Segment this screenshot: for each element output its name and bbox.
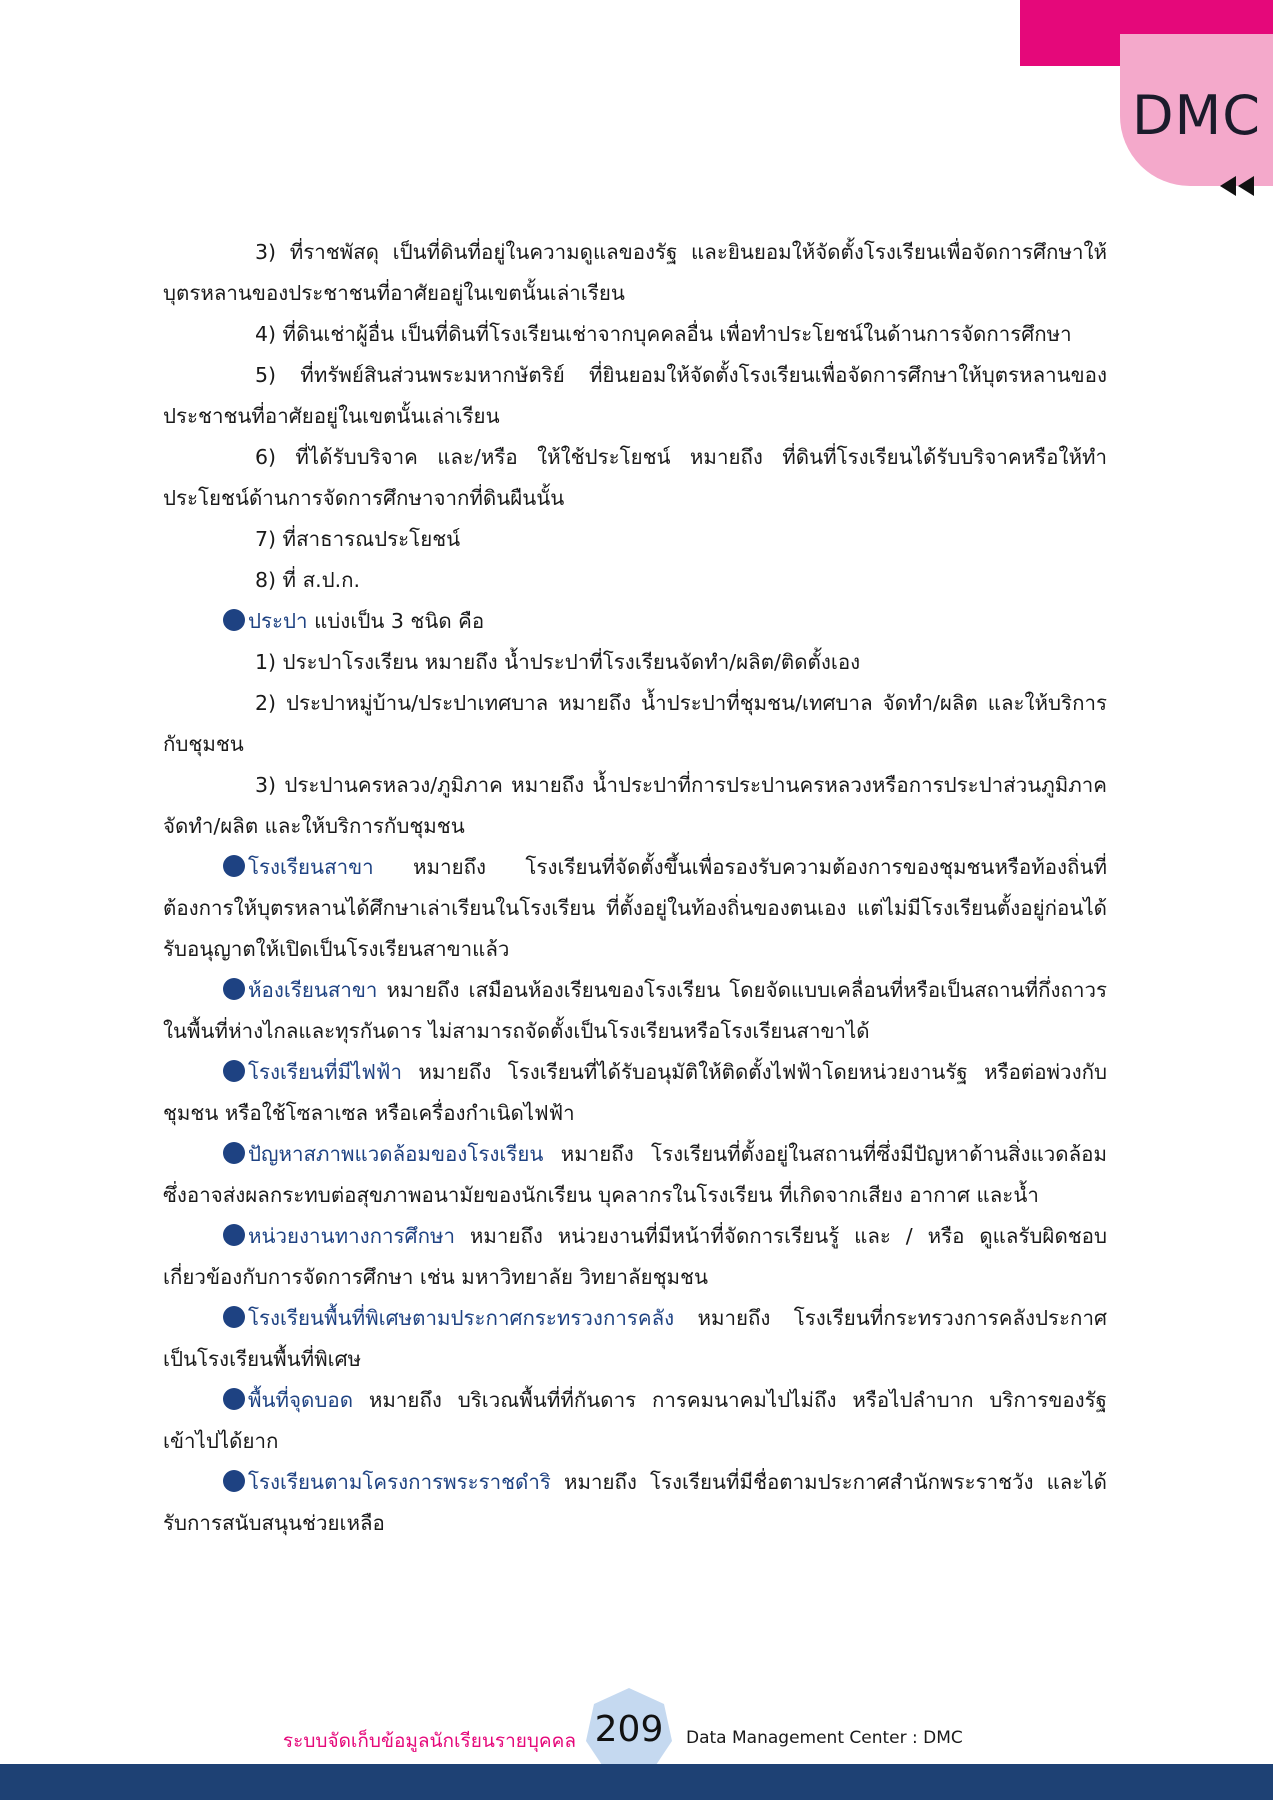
numbered-paragraph: [163, 683, 1107, 765]
definition-paragraph: [163, 970, 1107, 1052]
paragraph-text: แบ่งเป็น 3 ชนิด คือ: [307, 609, 485, 633]
bullet-icon: [223, 855, 245, 877]
rewind-icon: [1218, 176, 1258, 196]
bullet-icon: [223, 978, 245, 1000]
defined-term: โรงเรียนที่มีไฟฟ้า: [248, 1060, 402, 1084]
definition-paragraph: [163, 1462, 1107, 1544]
bullet-icon: [223, 1388, 245, 1410]
numbered-paragraph: [163, 314, 1107, 355]
document-body: [163, 232, 1107, 1544]
definition-paragraph: [163, 1380, 1107, 1462]
numbered-paragraph: [163, 437, 1107, 519]
paragraph-text: หมายถึง โรงเรียนที่มีชื่อตามประกาศสำนักพระราชวัง และได้รับการสนับสนุนช่วยเหลือ: [163, 1470, 1107, 1535]
bullet-icon: [223, 1306, 245, 1328]
paragraph-text: 2) ประปาหมู่บ้าน/ประปาเทศบาล หมายถึง น้ำประปาที่ชุมชน/เทศบาล จัดทำ/ผลิต และให้บริการกับชุมชน: [163, 691, 1107, 756]
paragraph-text: 8) ที่ ส.ป.ก.: [255, 568, 361, 592]
footer-subtitle: Data Management Center : DMC: [686, 1728, 963, 1748]
paragraph-text: 3) ประปานครหลวง/ภูมิภาค หมายถึง น้ำประปาที่การประปานครหลวงหรือการประปาส่วนภูมิภาคจัดทำ/ผลิต และให้บริการกับชุมชน: [163, 773, 1107, 838]
paragraph-text: 6) ที่ได้รับบริจาค และ/หรือ ให้ใช้ประโยชน์ หมายถึง ที่ดินที่โรงเรียนได้รับบริจาคหรือให้ทำประโยชน์ด้านการจัดการศึกษาจากที่ดินผืนนั้น: [163, 445, 1107, 510]
bullet-icon: [223, 1224, 245, 1246]
defined-term: ปัญหาสภาพแวดล้อมของโรงเรียน: [248, 1142, 544, 1166]
paragraph-text: 7) ที่สาธารณประโยชน์: [255, 527, 461, 551]
paragraph-text: หมายถึง บริเวณพื้นที่ที่กันดาร การคมนาคมไปไม่ถึง หรือไปลำบาก บริการของรัฐเข้าไปได้ยาก: [163, 1388, 1107, 1453]
paragraph-text: หมายถึง โรงเรียนที่จัดตั้งขึ้นเพื่อรองรับความต้องการของชุมชนหรือท้องถิ่นที่ต้องการให้บุตรหลานได้ศึกษาเล่าเรียนในโรงเรียน ที่ตั้งอยู่ในท้องถิ่นของตนเอง แต่ไม่มีโรงเรียนตั้งอยู่ก่อนได้รับอนุญาตให้เปิดเป็นโรงเรียนสาขาแล้ว: [163, 855, 1107, 961]
definition-paragraph: [163, 1216, 1107, 1298]
page-number: 209: [594, 1709, 664, 1750]
definition-paragraph: [163, 1134, 1107, 1216]
defined-term: โรงเรียนพื้นที่พิเศษตามประกาศกระทรวงการคลัง: [248, 1306, 675, 1330]
definition-paragraph: [163, 601, 1107, 642]
bullet-icon: [223, 609, 245, 631]
numbered-paragraph: [163, 642, 1107, 683]
paragraph-text: 1) ประปาโรงเรียน หมายถึง น้ำประปาที่โรงเรียนจัดทำ/ผลิต/ติดตั้งเอง: [255, 650, 861, 674]
paragraph-text: 4) ที่ดินเช่าผู้อื่น เป็นที่ดินที่โรงเรียนเช่าจากบุคคลอื่น เพื่อทำประโยชน์ในด้านการจัดการศึกษา: [255, 322, 1072, 346]
bullet-icon: [223, 1060, 245, 1082]
paragraph-text: หมายถึง โรงเรียนที่กระทรวงการคลังประกาศเป็นโรงเรียนพื้นที่พิเศษ: [163, 1306, 1107, 1371]
defined-term: พื้นที่จุดบอด: [248, 1388, 354, 1412]
bullet-icon: [223, 1470, 245, 1492]
definition-paragraph: [163, 847, 1107, 970]
defined-term: หน่วยงานทางการศึกษา: [248, 1224, 456, 1248]
defined-term: โรงเรียนสาขา: [248, 855, 374, 879]
paragraph-text: 5) ที่ทรัพย์สินส่วนพระมหากษัตริย์ ที่ยินยอมให้จัดตั้งโรงเรียนเพื่อจัดการศึกษาให้บุตรหลานของประชาชนที่อาศัยอยู่ในเขตนั้นเล่าเรียน: [163, 363, 1107, 428]
definition-paragraph: [163, 1298, 1107, 1380]
definition-paragraph: [163, 1052, 1107, 1134]
numbered-paragraph: [163, 519, 1107, 560]
footer-title: ระบบจัดเก็บข้อมูลนักเรียนรายบุคคล: [282, 1730, 576, 1752]
numbered-paragraph: [163, 765, 1107, 847]
paragraph-text: หมายถึง เสมือนห้องเรียนของโรงเรียน โดยจัดแบบเคลื่อนที่หรือเป็นสถานที่กึ่งถาวรในพื้นที่ห่างไกลและทุรกันดาร ไม่สามารถจัดตั้งเป็นโรงเรียนหรือโรงเรียนสาขาได้: [163, 978, 1107, 1043]
bullet-icon: [223, 1142, 245, 1164]
defined-term: ประปา: [248, 609, 308, 633]
header-logo: DMC: [1132, 83, 1261, 147]
defined-term: ห้องเรียนสาขา: [248, 978, 378, 1002]
numbered-paragraph: [163, 560, 1107, 601]
numbered-paragraph: [163, 232, 1107, 314]
defined-term: โรงเรียนตามโครงการพระราชดำริ: [248, 1470, 551, 1494]
numbered-paragraph: [163, 355, 1107, 437]
paragraph-text: 3) ที่ราชพัสดุ เป็นที่ดินที่อยู่ในความดูแลของรัฐ และยินยอมให้จัดตั้งโรงเรียนเพื่อจัดการศึกษาให้บุตรหลานของประชาชนที่อาศัยอยู่ในเขตนั้นเล่าเรียน: [163, 240, 1107, 305]
footer-navy-bar: [0, 1764, 1273, 1800]
paragraph-text: หมายถึง โรงเรียนที่ตั้งอยู่ในสถานที่ซึ่งมีปัญหาด้านสิ่งแวดล้อมซึ่งอาจส่งผลกระทบต่อสุขภาพอนามัยของนักเรียน บุคลากรในโรงเรียน ที่เกิดจากเสียง อากาศ และน้ำ: [163, 1142, 1107, 1207]
paragraph-text: หมายถึง โรงเรียนที่ได้รับอนุมัติให้ติดตั้งไฟฟ้าโดยหน่วยงานรัฐ หรือต่อพ่วงกับชุมชน หรือใช้โซลาเซล หรือเครื่องกำเนิดไฟฟ้า: [163, 1060, 1107, 1125]
paragraph-text: หมายถึง หน่วยงานที่มีหน้าที่จัดการเรียนรู้ และ / หรือ ดูแลรับผิดชอบเกี่ยวข้องกับการจัดการศึกษา เช่น มหาวิทยาลัย วิทยาลัยชุมชน: [163, 1224, 1107, 1289]
